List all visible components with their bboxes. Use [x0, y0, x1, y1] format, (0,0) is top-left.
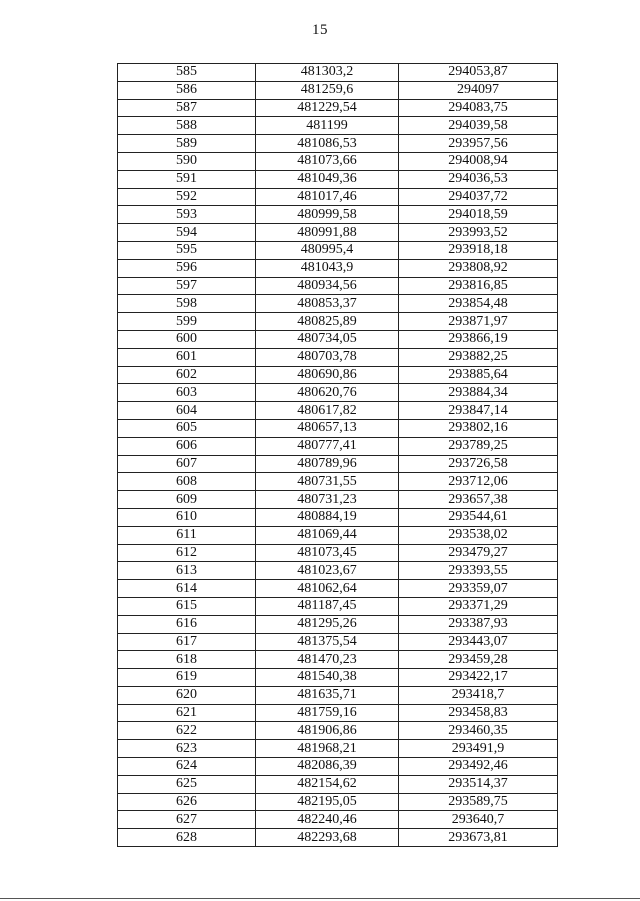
table-row	[118, 81, 558, 99]
point-number-cell: 607	[118, 455, 256, 473]
y-coordinate-cell: 293918,18	[399, 241, 558, 259]
table-row	[118, 704, 558, 722]
table-row	[118, 793, 558, 811]
table-row	[118, 562, 558, 580]
y-coordinate-cell: 293371,29	[399, 597, 558, 615]
x-coordinate-cell: 480999,58	[256, 206, 399, 224]
point-number-cell: 605	[118, 419, 256, 437]
y-coordinate-cell: 293885,64	[399, 366, 558, 384]
point-number-cell: 619	[118, 669, 256, 687]
point-number-cell: 610	[118, 508, 256, 526]
table-row	[118, 64, 558, 82]
y-coordinate-cell: 293871,97	[399, 313, 558, 331]
point-number-cell: 612	[118, 544, 256, 562]
x-coordinate-cell: 481229,54	[256, 99, 399, 117]
y-coordinate-cell: 293993,52	[399, 224, 558, 242]
table-row	[118, 206, 558, 224]
x-coordinate-cell: 481062,64	[256, 580, 399, 598]
x-coordinate-cell: 481199	[256, 117, 399, 135]
y-coordinate-cell: 293387,93	[399, 615, 558, 633]
x-coordinate-cell: 482195,05	[256, 793, 399, 811]
y-coordinate-cell: 293789,25	[399, 437, 558, 455]
coordinates-table-body	[118, 64, 558, 847]
y-coordinate-cell: 293673,81	[399, 829, 558, 847]
x-coordinate-cell: 481906,86	[256, 722, 399, 740]
x-coordinate-cell: 481295,26	[256, 615, 399, 633]
y-coordinate-cell: 293418,7	[399, 686, 558, 704]
table-row	[118, 313, 558, 331]
y-coordinate-cell: 293479,27	[399, 544, 558, 562]
table-row	[118, 633, 558, 651]
x-coordinate-cell: 480991,88	[256, 224, 399, 242]
y-coordinate-cell: 294008,94	[399, 152, 558, 170]
table-row	[118, 170, 558, 188]
y-coordinate-cell: 293589,75	[399, 793, 558, 811]
y-coordinate-cell: 293458,83	[399, 704, 558, 722]
point-number-cell: 598	[118, 295, 256, 313]
x-coordinate-cell: 480995,4	[256, 241, 399, 259]
point-number-cell: 616	[118, 615, 256, 633]
table-row	[118, 740, 558, 758]
point-number-cell: 627	[118, 811, 256, 829]
table-row	[118, 455, 558, 473]
point-number-cell: 590	[118, 152, 256, 170]
y-coordinate-cell: 293460,35	[399, 722, 558, 740]
y-coordinate-cell: 294037,72	[399, 188, 558, 206]
y-coordinate-cell: 293422,17	[399, 669, 558, 687]
point-number-cell: 623	[118, 740, 256, 758]
point-number-cell: 599	[118, 313, 256, 331]
table-row	[118, 152, 558, 170]
y-coordinate-cell: 293816,85	[399, 277, 558, 295]
y-coordinate-cell: 293491,9	[399, 740, 558, 758]
point-number-cell: 609	[118, 491, 256, 509]
x-coordinate-cell: 480657,13	[256, 419, 399, 437]
x-coordinate-cell: 481635,71	[256, 686, 399, 704]
x-coordinate-cell: 482240,46	[256, 811, 399, 829]
y-coordinate-cell: 293492,46	[399, 758, 558, 776]
point-number-cell: 604	[118, 402, 256, 420]
y-coordinate-cell: 293657,38	[399, 491, 558, 509]
point-number-cell: 613	[118, 562, 256, 580]
x-coordinate-cell: 480853,37	[256, 295, 399, 313]
x-coordinate-cell: 480690,86	[256, 366, 399, 384]
point-number-cell: 603	[118, 384, 256, 402]
y-coordinate-cell: 293544,61	[399, 508, 558, 526]
y-coordinate-cell: 293854,48	[399, 295, 558, 313]
table-row	[118, 686, 558, 704]
point-number-cell: 608	[118, 473, 256, 491]
y-coordinate-cell: 293847,14	[399, 402, 558, 420]
point-number-cell: 601	[118, 348, 256, 366]
table-row	[118, 597, 558, 615]
y-coordinate-cell: 293538,02	[399, 526, 558, 544]
point-number-cell: 624	[118, 758, 256, 776]
table-row	[118, 811, 558, 829]
point-number-cell: 597	[118, 277, 256, 295]
table-row	[118, 295, 558, 313]
y-coordinate-cell: 293726,58	[399, 455, 558, 473]
x-coordinate-cell: 481375,54	[256, 633, 399, 651]
y-coordinate-cell: 294036,53	[399, 170, 558, 188]
point-number-cell: 588	[118, 117, 256, 135]
table-row	[118, 669, 558, 687]
x-coordinate-cell: 481023,67	[256, 562, 399, 580]
point-number-cell: 618	[118, 651, 256, 669]
point-number-cell: 596	[118, 259, 256, 277]
y-coordinate-cell: 294097	[399, 81, 558, 99]
table-row	[118, 366, 558, 384]
x-coordinate-cell: 481187,45	[256, 597, 399, 615]
point-number-cell: 585	[118, 64, 256, 82]
table-row	[118, 508, 558, 526]
point-number-cell: 617	[118, 633, 256, 651]
y-coordinate-cell: 293957,56	[399, 135, 558, 153]
table-row	[118, 188, 558, 206]
y-coordinate-cell: 293443,07	[399, 633, 558, 651]
x-coordinate-cell: 480825,89	[256, 313, 399, 331]
y-coordinate-cell: 293393,55	[399, 562, 558, 580]
table-row	[118, 775, 558, 793]
scan-edge-line	[0, 898, 640, 899]
page-number: 15	[312, 22, 328, 38]
x-coordinate-cell: 480884,19	[256, 508, 399, 526]
x-coordinate-cell: 480731,23	[256, 491, 399, 509]
point-number-cell: 600	[118, 330, 256, 348]
x-coordinate-cell: 480734,05	[256, 330, 399, 348]
table-row	[118, 829, 558, 847]
x-coordinate-cell: 481759,16	[256, 704, 399, 722]
table-row	[118, 526, 558, 544]
table-row	[118, 491, 558, 509]
x-coordinate-cell: 481086,53	[256, 135, 399, 153]
x-coordinate-cell: 480620,76	[256, 384, 399, 402]
table-row	[118, 384, 558, 402]
x-coordinate-cell: 482086,39	[256, 758, 399, 776]
table-row	[118, 135, 558, 153]
point-number-cell: 595	[118, 241, 256, 259]
x-coordinate-cell: 480731,55	[256, 473, 399, 491]
table-row	[118, 437, 558, 455]
table-row	[118, 651, 558, 669]
y-coordinate-cell: 294039,58	[399, 117, 558, 135]
point-number-cell: 586	[118, 81, 256, 99]
y-coordinate-cell: 294018,59	[399, 206, 558, 224]
table-row	[118, 402, 558, 420]
point-number-cell: 587	[118, 99, 256, 117]
table-row	[118, 99, 558, 117]
x-coordinate-cell: 482154,62	[256, 775, 399, 793]
x-coordinate-cell: 481049,36	[256, 170, 399, 188]
table-row	[118, 348, 558, 366]
y-coordinate-cell: 293712,06	[399, 473, 558, 491]
y-coordinate-cell: 293802,16	[399, 419, 558, 437]
y-coordinate-cell: 293884,34	[399, 384, 558, 402]
x-coordinate-cell: 481259,6	[256, 81, 399, 99]
point-number-cell: 614	[118, 580, 256, 598]
y-coordinate-cell: 293808,92	[399, 259, 558, 277]
y-coordinate-cell: 293514,37	[399, 775, 558, 793]
x-coordinate-cell: 481073,45	[256, 544, 399, 562]
point-number-cell: 611	[118, 526, 256, 544]
x-coordinate-cell: 480934,56	[256, 277, 399, 295]
point-number-cell: 592	[118, 188, 256, 206]
table-row	[118, 117, 558, 135]
point-number-cell: 589	[118, 135, 256, 153]
point-number-cell: 625	[118, 775, 256, 793]
x-coordinate-cell: 480703,78	[256, 348, 399, 366]
point-number-cell: 591	[118, 170, 256, 188]
table-row	[118, 330, 558, 348]
table-row	[118, 473, 558, 491]
table-row	[118, 419, 558, 437]
x-coordinate-cell: 481043,9	[256, 259, 399, 277]
y-coordinate-cell: 293882,25	[399, 348, 558, 366]
x-coordinate-cell: 480789,96	[256, 455, 399, 473]
table-row	[118, 615, 558, 633]
x-coordinate-cell: 481303,2	[256, 64, 399, 82]
y-coordinate-cell: 293866,19	[399, 330, 558, 348]
x-coordinate-cell: 481470,23	[256, 651, 399, 669]
y-coordinate-cell: 293640,7	[399, 811, 558, 829]
point-number-cell: 593	[118, 206, 256, 224]
point-number-cell: 606	[118, 437, 256, 455]
coordinates-table	[117, 63, 558, 847]
table-row	[118, 544, 558, 562]
x-coordinate-cell: 481017,46	[256, 188, 399, 206]
table-row	[118, 224, 558, 242]
x-coordinate-cell: 481073,66	[256, 152, 399, 170]
point-number-cell: 622	[118, 722, 256, 740]
point-number-cell: 621	[118, 704, 256, 722]
x-coordinate-cell: 482293,68	[256, 829, 399, 847]
y-coordinate-cell: 293459,28	[399, 651, 558, 669]
y-coordinate-cell: 293359,07	[399, 580, 558, 598]
y-coordinate-cell: 294083,75	[399, 99, 558, 117]
table-row	[118, 580, 558, 598]
point-number-cell: 626	[118, 793, 256, 811]
y-coordinate-cell: 294053,87	[399, 64, 558, 82]
x-coordinate-cell: 480777,41	[256, 437, 399, 455]
table-row	[118, 722, 558, 740]
table-row	[118, 241, 558, 259]
x-coordinate-cell: 481968,21	[256, 740, 399, 758]
table-row	[118, 758, 558, 776]
table-row	[118, 277, 558, 295]
table-row	[118, 259, 558, 277]
x-coordinate-cell: 481069,44	[256, 526, 399, 544]
point-number-cell: 628	[118, 829, 256, 847]
x-coordinate-cell: 481540,38	[256, 669, 399, 687]
point-number-cell: 594	[118, 224, 256, 242]
point-number-cell: 620	[118, 686, 256, 704]
x-coordinate-cell: 480617,82	[256, 402, 399, 420]
point-number-cell: 615	[118, 597, 256, 615]
point-number-cell: 602	[118, 366, 256, 384]
